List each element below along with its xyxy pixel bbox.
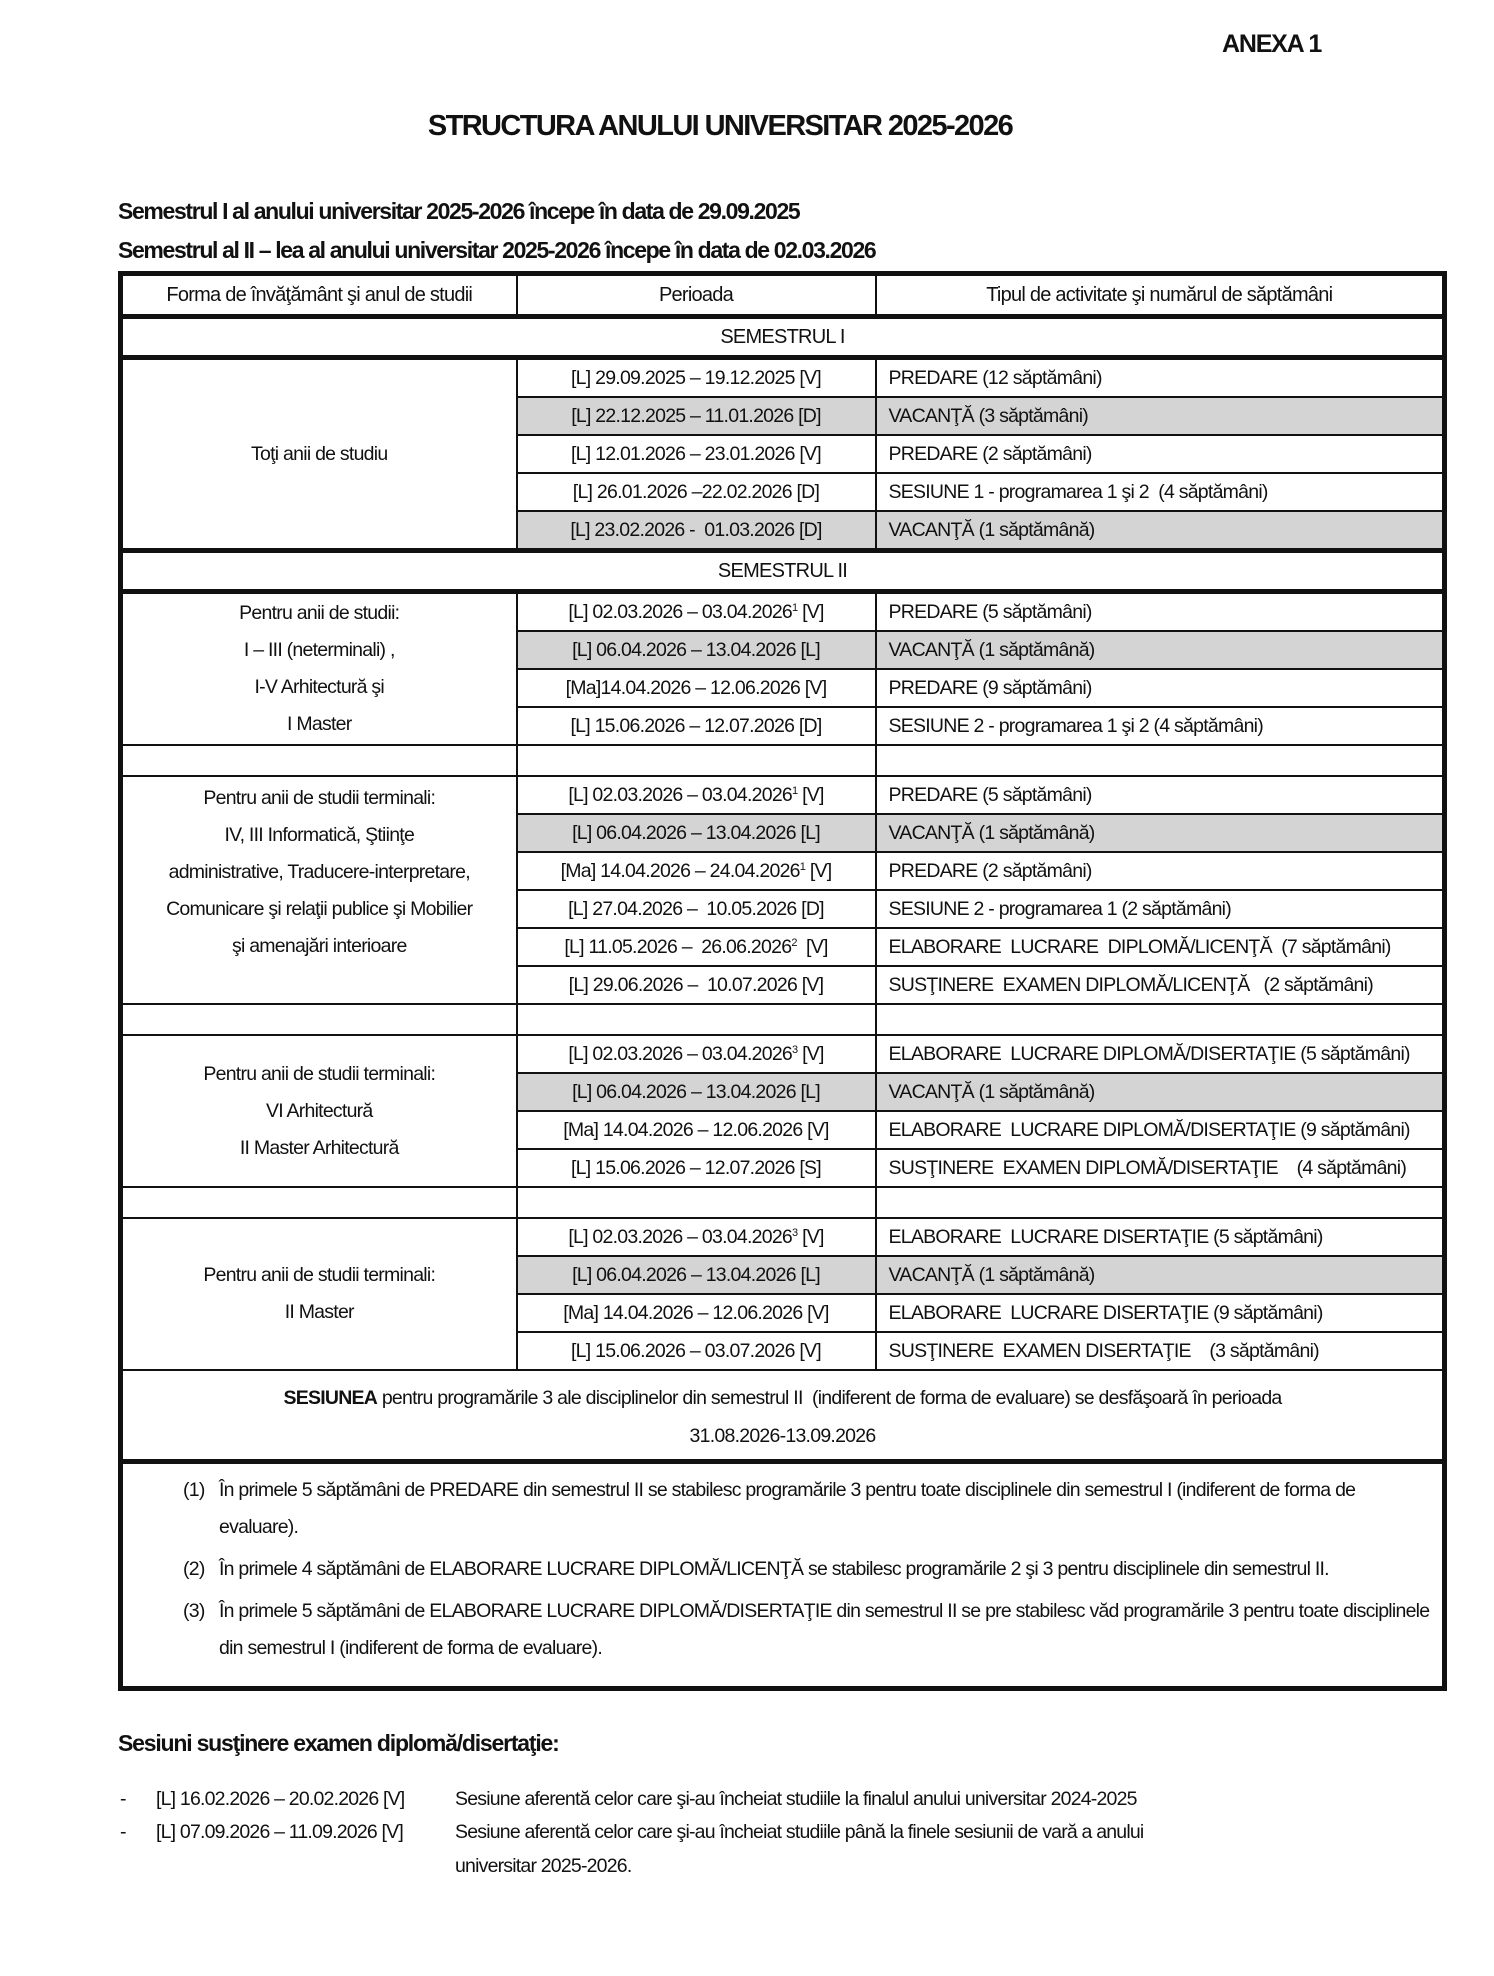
footnote-number: (1) (183, 1478, 205, 1501)
period-cell (517, 1332, 876, 1370)
period-text: [L] 26.01.2026 –22.02.2026 [D] (572, 480, 820, 503)
spacer-cell (121, 745, 517, 776)
activity-cell: PREDARE (2 săptămâni) (876, 435, 1445, 473)
period-text: [L] 06.04.2026 – 13.04.2026 [L] (572, 638, 820, 661)
footnote-marker: 1 (792, 601, 798, 614)
exam-session-description-continuation: universitar 2025-2026. (455, 1855, 632, 1877)
period-cell (517, 966, 876, 1004)
exam-session-description: Sesiune aferentă celor care şi-au încheiat studiile până la finele sesiunii de vară a anului (455, 1821, 1144, 1843)
period-text: [L] 06.04.2026 – 13.04.2026 [L] (572, 821, 820, 844)
period-cell (517, 814, 876, 852)
schedule-table (118, 271, 1447, 1691)
spacer-cell (517, 745, 876, 776)
period-text: [L] 11.05.2026 – 26.06.2026 (564, 935, 792, 958)
period-cell (517, 397, 876, 435)
period-cell (517, 1294, 876, 1332)
spacer-cell (876, 1004, 1445, 1035)
exam-session-period: [L] 07.09.2026 – 11.09.2026 [V] (156, 1821, 403, 1843)
spacer-cell (876, 1187, 1445, 1218)
period-cell (517, 511, 876, 551)
period-text: [L] 02.03.2026 – 03.04.2026 (568, 600, 793, 623)
semester1-start-line: Semestrul I al anului universitar 2025-2026 începe în data de 29.09.2025 (118, 198, 800, 224)
activity-cell: VACANŢĂ (1 săptămână) (876, 511, 1445, 551)
activity-cell: VACANŢĂ (1 săptămână) (876, 631, 1445, 669)
footnote-text: În primele 5 săptămâni de PREDARE din semestrul II se stabilesc programările 3 pentru toate disciplinele din semestrul I (indiferent de forma de evaluare). (219, 1478, 1356, 1538)
period-cell (517, 669, 876, 707)
column-header-activity: Tipul de activitate şi numărul de săptămâni (876, 274, 1445, 317)
period-end-day: [V] (797, 783, 824, 806)
period-cell (517, 928, 876, 966)
period-end-day: [V] (805, 859, 832, 882)
period-text: [L] 15.06.2026 – 12.07.2026 [S] (571, 1156, 821, 1179)
period-cell (517, 707, 876, 745)
study-form-line: II Master (284, 1301, 354, 1323)
bullet-dash: - (120, 1821, 126, 1843)
study-form-line: VI Arhitectură (265, 1099, 373, 1122)
activity-cell: SESIUNE 2 - programarea 1 şi 2 (4 săptămâni) (876, 707, 1445, 745)
study-form-label: Toţi anii de studiu (251, 442, 388, 465)
footnote (183, 1551, 1434, 1588)
spacer-cell (876, 745, 1445, 776)
period-cell (517, 435, 876, 473)
period-cell (517, 473, 876, 511)
footnote-marker: 3 (792, 1226, 798, 1239)
exam-sessions-heading: Sesiuni susţinere examen diplomă/disertaţie: (118, 1730, 559, 1756)
footnote-text: În primele 5 săptămâni de ELABORARE LUCRARE DIPLOMĂ/DISERTAŢIE din semestrul II se pre stabilesc văd programările 3 pentru toate disciplinele din semestrul I (indiferent de forma de evaluare). (219, 1599, 1430, 1659)
period-cell (517, 1111, 876, 1149)
period-text: [L] 06.04.2026 – 13.04.2026 [L] (572, 1080, 820, 1103)
study-form-line: administrative, Traducere-interpretare, (168, 861, 470, 883)
column-header-period: Perioada (517, 274, 876, 317)
table-row (121, 1035, 1445, 1073)
semester-label: SEMESTRUL I (121, 317, 1445, 358)
period-end-day: [V] (797, 600, 824, 623)
activity-cell: VACANŢĂ (3 săptămâni) (876, 397, 1445, 435)
activity-cell: ELABORARE LUCRARE DIPLOMĂ/DISERTAŢIE (9 săptămâni) (876, 1111, 1445, 1149)
period-text: [L] 22.12.2025 – 11.01.2026 [D] (571, 404, 821, 427)
activity-cell: ELABORARE LUCRARE DISERTAŢIE (5 săptămâni) (876, 1218, 1445, 1256)
period-cell (517, 1218, 876, 1256)
period-text: [L] 29.06.2026 – 10.07.2026 [V] (568, 973, 824, 996)
footnote (183, 1593, 1434, 1667)
footnote-marker: 3 (792, 1043, 798, 1056)
table-row (121, 358, 1445, 398)
period-end-day: [V] (797, 1225, 824, 1248)
spacer-row (121, 1187, 1445, 1218)
spacer-row (121, 745, 1445, 776)
activity-cell: SESIUNE 2 - programarea 1 (2 săptămâni) (876, 890, 1445, 928)
table-row (121, 592, 1445, 632)
notes-row (121, 1461, 1445, 1688)
period-cell (517, 1035, 876, 1073)
exam-session-description: Sesiune aferentă celor care şi-au încheiat studiile la finalul anului universitar 2024-2025 (455, 1788, 1137, 1810)
period-cell (517, 776, 876, 814)
period-text: [Ma] 14.04.2026 – 12.06.2026 [V] (563, 1118, 829, 1141)
activity-cell: VACANŢĂ (1 săptămână) (876, 814, 1445, 852)
page-title: STRUCTURA ANULUI UNIVERSITAR 2025-2026 (427, 110, 1013, 142)
notes-cell (121, 1461, 1445, 1688)
session3-row (121, 1370, 1445, 1461)
footnote-marker: 2 (791, 936, 797, 949)
activity-cell: PREDARE (5 săptămâni) (876, 776, 1445, 814)
period-end-day: [V] (797, 1042, 824, 1065)
period-text: [Ma]14.04.2026 – 12.06.2026 [V] (565, 676, 827, 699)
activity-cell: VACANŢĂ (1 săptămână) (876, 1073, 1445, 1111)
study-form-line: Comunicare şi relaţii publice şi Mobilier (166, 898, 473, 920)
study-form-cell (121, 776, 517, 1004)
activity-cell: SUSŢINERE EXAMEN DIPLOMĂ/DISERTAŢIE (4 săptămâni) (876, 1149, 1445, 1187)
activity-cell: PREDARE (5 săptămâni) (876, 592, 1445, 632)
period-cell (517, 592, 876, 632)
period-text: [Ma] 14.04.2026 – 12.06.2026 [V] (563, 1301, 829, 1324)
footnote-marker: 1 (799, 860, 806, 873)
period-cell (517, 631, 876, 669)
footnote-number: (2) (183, 1557, 205, 1580)
session3-period: 31.08.2026-13.09.2026 (689, 1425, 876, 1447)
period-text: [L] 15.06.2026 – 03.07.2026 [V] (571, 1339, 821, 1362)
footnote-number: (3) (183, 1599, 205, 1622)
study-form-line: Pentru anii de studii terminali: (203, 1264, 436, 1286)
column-header-form: Forma de învăţământ şi anul de studii (121, 274, 517, 317)
study-form-cell (121, 1035, 517, 1187)
period-text: [L] 06.04.2026 – 13.04.2026 [L] (572, 1263, 820, 1286)
footnote (183, 1472, 1434, 1546)
semester2-start-line: Semestrul al II – lea al anului universitar 2025-2026 începe în data de 02.03.2026 (118, 237, 876, 263)
semester-label-row (121, 551, 1445, 592)
study-form-line: I Master (287, 713, 352, 735)
activity-cell: SUSŢINERE EXAMEN DIPLOMĂ/LICENŢĂ (2 săptămâni) (876, 966, 1445, 1004)
study-form-line: I-V Arhitectură şi (254, 676, 385, 698)
period-text: [L] 23.02.2026 - 01.03.2026 [D] (570, 518, 822, 541)
footnote-marker: 1 (792, 784, 798, 797)
period-text: [L] 12.01.2026 – 23.01.2026 [V] (571, 442, 821, 465)
activity-cell: SESIUNE 1 - programarea 1 şi 2 (4 săptămâni) (876, 473, 1445, 511)
spacer-cell (121, 1187, 517, 1218)
period-end-day: [V] (796, 935, 828, 958)
period-cell (517, 1149, 876, 1187)
period-text: [L] 02.03.2026 – 03.04.2026 (568, 1042, 793, 1065)
session3-description: pentru programările 3 ale disciplinelor din semestrul II (indiferent de forma de evaluare) se desfăşoară în perioada (377, 1387, 1282, 1409)
activity-cell: ELABORARE LUCRARE DIPLOMĂ/DISERTAŢIE (5 săptămâni) (876, 1035, 1445, 1073)
bullet-dash: - (120, 1788, 126, 1810)
activity-cell: ELABORARE LUCRARE DIPLOMĂ/LICENŢĂ (7 săptămâni) (876, 928, 1445, 966)
spacer-cell (121, 1004, 517, 1035)
session3-text (123, 1379, 1442, 1417)
activity-cell: ELABORARE LUCRARE DISERTAŢIE (9 săptămâni) (876, 1294, 1445, 1332)
study-form-line: Pentru anii de studii terminali: (203, 787, 436, 809)
period-cell (517, 852, 876, 890)
activity-cell: PREDARE (12 săptămâni) (876, 358, 1445, 398)
period-text: [L] 27.04.2026 – 10.05.2026 [D] (568, 897, 824, 920)
table-row (121, 1218, 1445, 1256)
spacer-row (121, 1004, 1445, 1035)
footnote-text: În primele 4 săptămâni de ELABORARE LUCRARE DIPLOMĂ/LICENŢĂ se stabilesc programările 2 şi 3 pentru disciplinele din semestrul II. (219, 1557, 1329, 1580)
spacer-cell (517, 1004, 876, 1035)
period-text: [L] 02.03.2026 – 03.04.2026 (568, 1225, 793, 1248)
period-cell (517, 890, 876, 928)
semester-label-row (121, 317, 1445, 358)
session3-cell (121, 1370, 1445, 1461)
study-form-cell (121, 592, 517, 746)
activity-cell: PREDARE (2 săptămâni) (876, 852, 1445, 890)
session3-lead: SESIUNEA (283, 1387, 378, 1409)
activity-cell: PREDARE (9 săptămâni) (876, 669, 1445, 707)
study-form-line: II Master Arhitectură (239, 1136, 399, 1159)
study-form-line: Pentru anii de studii: (239, 602, 400, 624)
table-row (121, 776, 1445, 814)
period-cell (517, 358, 876, 398)
study-form-cell (121, 1218, 517, 1370)
spacer-cell (517, 1187, 876, 1218)
period-text: [L] 15.06.2026 – 12.07.2026 [D] (570, 714, 822, 737)
study-form-line: Pentru anii de studii terminali: (203, 1062, 436, 1085)
period-text: [Ma] 14.04.2026 – 24.04.2026 (560, 859, 800, 882)
semester-label: SEMESTRUL II (121, 551, 1445, 592)
period-cell (517, 1073, 876, 1111)
period-text: [L] 02.03.2026 – 03.04.2026 (568, 783, 793, 806)
period-cell (517, 1256, 876, 1294)
study-form-line: şi amenajări interioare (231, 935, 407, 957)
activity-cell: VACANŢĂ (1 săptămână) (876, 1256, 1445, 1294)
period-text: [L] 29.09.2025 – 19.12.2025 [V] (571, 366, 821, 389)
exam-session-period: [L] 16.02.2026 – 20.02.2026 [V] (156, 1788, 405, 1810)
study-form-line: I – III (neterminali) , (243, 639, 395, 661)
table-header-row (121, 274, 1445, 317)
activity-cell: SUSŢINERE EXAMEN DISERTAŢIE (3 săptămâni) (876, 1332, 1445, 1370)
study-form-line: IV, III Informatică, Ştiinţe (224, 824, 415, 846)
study-form-cell (121, 358, 517, 551)
annex-label: ANEXA 1 (1222, 30, 1322, 58)
